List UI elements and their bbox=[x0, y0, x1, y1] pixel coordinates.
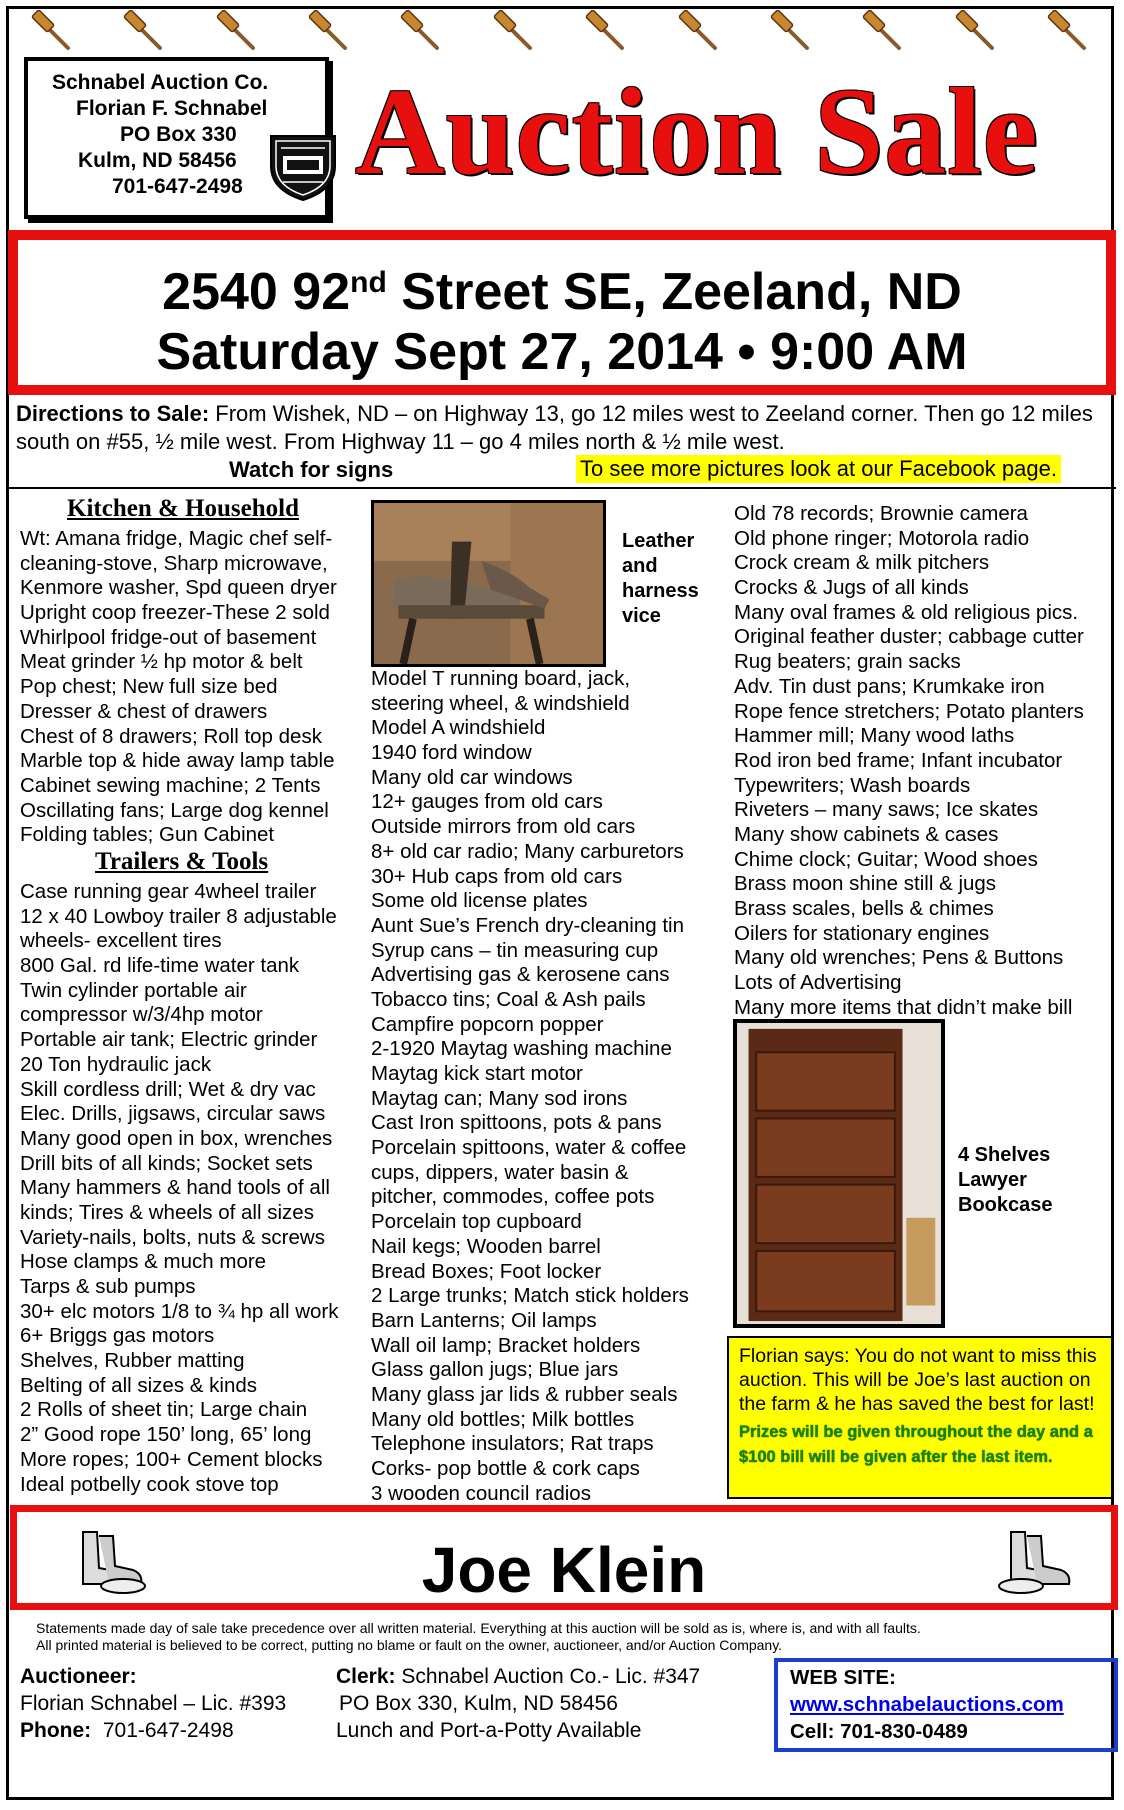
list-item: kinds; Tires & wheels of all sizes bbox=[20, 1200, 314, 1224]
watch-for-signs: Watch for signs bbox=[229, 457, 394, 482]
auctioneer-phone: 701-647-2498 bbox=[102, 1719, 234, 1742]
disclaimer: Statements made day of sale take precedence over all written material. Everything at this auction will be sold as is, where is, and with all faults. All printed material is believed to be correct, putting no blame or fault on the owner, auctioneer, and/or Auction Company. bbox=[36, 1620, 921, 1653]
list-item: 12 x 40 Lowboy trailer 8 adjustable bbox=[20, 904, 337, 928]
list-item: Aunt Sue’s French dry-cleaning tin bbox=[371, 913, 684, 937]
company-phone: 701-647-2498 bbox=[112, 175, 243, 198]
company-city: Kulm, ND 58456 bbox=[78, 149, 237, 172]
list-item: pitcher, commodes, coffee pots bbox=[371, 1185, 655, 1209]
company-owner: Florian F. Schnabel bbox=[76, 97, 268, 120]
list-item: 6+ Briggs gas motors bbox=[20, 1324, 215, 1348]
list-item: Rug beaters; grain sacks bbox=[734, 650, 961, 674]
list-item: Whirlpool fridge-out of basement bbox=[20, 625, 317, 649]
gavel-icon bbox=[122, 10, 166, 54]
list-item: cleaning-stove, Sharp microwave, bbox=[20, 551, 328, 575]
gavel-icon bbox=[307, 10, 351, 54]
list-item: Chest of 8 drawers; Roll top desk bbox=[20, 724, 322, 748]
list-item: Hose clamps & much more bbox=[20, 1250, 267, 1274]
cell-phone: Cell: 701-830-0489 bbox=[790, 1720, 968, 1743]
list-item: 3 wooden council radios bbox=[371, 1481, 591, 1505]
clerk-label: Clerk: bbox=[336, 1665, 396, 1688]
list-item: 8+ old car radio; Many carburetors bbox=[371, 839, 684, 863]
clerk-block bbox=[336, 1663, 700, 1744]
phone-label: Phone: bbox=[20, 1719, 92, 1742]
bookcase-photo bbox=[733, 1019, 945, 1328]
seller-name: Joe Klein bbox=[421, 1534, 707, 1606]
kitchen-list bbox=[20, 527, 337, 848]
list-item: Porcelain top cupboard bbox=[371, 1210, 582, 1234]
list-item: Kenmore washer, Spd queen dryer bbox=[20, 576, 337, 600]
list-item: Brass moon shine still & jugs bbox=[734, 872, 997, 896]
address-date-box bbox=[8, 230, 1116, 395]
list-item: Lots of Advertising bbox=[734, 971, 902, 995]
list-item: 2 Large trunks; Match stick holders bbox=[371, 1284, 689, 1308]
list-item: Many show cabinets & cases bbox=[734, 822, 999, 846]
prizes-text: Prizes will be given throughout the day and a $100 bill will be given after the last item. bbox=[739, 1423, 1093, 1466]
gavel-icon bbox=[677, 10, 721, 54]
cowboy-boots-right-icon bbox=[997, 1528, 1075, 1596]
list-item: Wt: Amana fridge, Magic chef self- bbox=[20, 527, 333, 550]
list-item: Some old license plates bbox=[371, 889, 588, 913]
clerk-address: PO Box 330, Kulm, ND 58456 bbox=[339, 1692, 618, 1715]
vice-caption: Leather and harness vice bbox=[622, 530, 699, 627]
auction-sale-title: Auction Sale bbox=[355, 63, 1039, 200]
list-item: Tobacco tins; Coal & Ash pails bbox=[371, 987, 646, 1011]
list-item: Advertising gas & kerosene cans bbox=[371, 963, 670, 987]
middle-list bbox=[371, 667, 689, 1506]
list-item: Skill cordless drill; Wet & dry vac bbox=[20, 1077, 316, 1101]
list-item: 800 Gal. rd life-time water tank bbox=[20, 954, 300, 978]
list-item: Old phone ringer; Motorola radio bbox=[734, 526, 1030, 550]
list-item: Rope fence stretchers; Potato planters bbox=[734, 699, 1084, 723]
list-item: wheels- excellent tires bbox=[20, 929, 222, 953]
list-item: Belting of all sizes & kinds bbox=[20, 1373, 258, 1397]
lunch-note: Lunch and Port-a-Potty Available bbox=[336, 1719, 642, 1742]
trailers-list bbox=[20, 880, 338, 1497]
list-item: More ropes; 100+ Cement blocks bbox=[20, 1447, 323, 1471]
list-item: Folding tables; Gun Cabinet bbox=[20, 823, 275, 847]
list-item: steering wheel, & windshield bbox=[371, 691, 630, 715]
florian-says-box bbox=[727, 1336, 1113, 1499]
right-list bbox=[734, 502, 1084, 1020]
list-item: Telephone insulators; Rat traps bbox=[371, 1432, 654, 1456]
list-item: Cast Iron spittoons, pots & pans bbox=[371, 1111, 662, 1135]
list-item: Meat grinder ½ hp motor & belt bbox=[20, 650, 303, 674]
gavel-icon bbox=[215, 10, 259, 54]
list-item: Outside mirrors from old cars bbox=[371, 815, 636, 839]
sale-address: 2540 92nd Street SE, Zeeland, ND bbox=[162, 263, 962, 321]
list-item: Many more items that didn’t make bill bbox=[734, 995, 1073, 1019]
list-item: Upright coop freezer-These 2 sold bbox=[20, 601, 330, 625]
company-po-box: PO Box 330 bbox=[120, 123, 237, 146]
list-item: Portable air tank; Electric grinder bbox=[20, 1028, 318, 1052]
gavel-icon bbox=[954, 10, 998, 54]
list-item: Campfire popcorn popper bbox=[371, 1012, 604, 1036]
list-item: Marble top & hide away lamp table bbox=[20, 749, 335, 773]
gavel-icon bbox=[584, 10, 628, 54]
list-item: Typewriters; Wash boards bbox=[734, 773, 971, 797]
list-item: Rod iron bed frame; Infant incubator bbox=[734, 748, 1063, 772]
trailers-heading: Trailers & Tools bbox=[95, 848, 269, 875]
list-item: Many old wrenches; Pens & Buttons bbox=[734, 946, 1064, 970]
list-item: Many glass jar lids & rubber seals bbox=[371, 1382, 678, 1406]
list-item: Maytag can; Many sod irons bbox=[371, 1086, 628, 1110]
auctioneer-name: Florian Schnabel – Lic. #393 bbox=[20, 1692, 287, 1715]
kitchen-heading: Kitchen & Household bbox=[67, 495, 299, 522]
list-item: Brass scales, bells & chimes bbox=[734, 897, 994, 920]
company-name: Schnabel Auction Co. bbox=[52, 71, 269, 94]
gavel-icon bbox=[30, 10, 74, 54]
bookcase-caption: 4 Shelves Lawyer Bookcase bbox=[958, 1144, 1053, 1216]
list-item: Dresser & chest of drawers bbox=[20, 699, 268, 723]
website-link[interactable]: www.schnabelauctions.com bbox=[790, 1693, 1064, 1716]
list-item: Many old car windows bbox=[371, 765, 573, 789]
list-item: Chime clock; Guitar; Wood shoes bbox=[734, 847, 1038, 871]
list-item: 30+ Hub caps from old cars bbox=[371, 864, 623, 888]
list-item: 1940 ford window bbox=[371, 741, 532, 765]
list-item: Bread Boxes; Foot locker bbox=[371, 1259, 602, 1283]
list-item: Case running gear 4wheel trailer bbox=[20, 880, 317, 903]
list-item: Drill bits of all kinds; Socket sets bbox=[20, 1151, 313, 1175]
clerk-name: Schnabel Auction Co.- Lic. #347 bbox=[401, 1665, 701, 1688]
list-item: Many hammers & hand tools of all bbox=[20, 1176, 330, 1200]
directions-label: Directions to Sale: bbox=[16, 401, 210, 426]
list-item: Old 78 records; Brownie camera bbox=[734, 502, 1028, 525]
list-item: Oscillating fans; Large dog kennel bbox=[20, 798, 329, 822]
list-item: Maytag kick start motor bbox=[371, 1062, 583, 1085]
ndaa-association-badge-icon bbox=[265, 126, 341, 202]
list-item: 12+ gauges from old cars bbox=[371, 790, 603, 814]
list-item: Many old bottles; Milk bottles bbox=[371, 1407, 635, 1431]
list-item: Original feather duster; cabbage cutter bbox=[734, 625, 1084, 649]
list-item: cups, dippers, water basin & bbox=[371, 1160, 629, 1184]
directions-text: From Wishek, ND – on Highway 13, go 12 miles west to Zeeland corner. Then go 12 miles south on #55, ½ mile west. From Highway 11 – go 4 miles north & ½ mile west. bbox=[16, 401, 1093, 454]
list-item: Pop chest; New full size bed bbox=[20, 675, 278, 699]
website-box bbox=[774, 1658, 1118, 1752]
auctioneer-block bbox=[20, 1663, 286, 1744]
list-item: 2-1920 Maytag washing machine bbox=[371, 1037, 672, 1061]
list-item: Riveters – many saws; Ice skates bbox=[734, 798, 1039, 822]
list-item: 30+ elc motors 1/8 to ¾ hp all work bbox=[20, 1299, 339, 1323]
list-item: Wall oil lamp; Bracket holders bbox=[371, 1333, 641, 1357]
list-item: Variety-nails, bolts, nuts & screws bbox=[20, 1225, 325, 1249]
list-item: compressor w/3/4hp motor bbox=[20, 1003, 263, 1027]
list-item: Elec. Drills, jigsaws, circular saws bbox=[20, 1102, 326, 1126]
divider bbox=[9, 487, 1116, 489]
gavel-icon bbox=[861, 10, 905, 54]
gavel-row bbox=[30, 10, 1090, 56]
list-item: Hammer mill; Many wood laths bbox=[734, 724, 1015, 748]
list-item: Shelves, Rubber matting bbox=[20, 1349, 245, 1373]
list-item: Many good open in box, wrenches bbox=[20, 1126, 333, 1150]
list-item: Crock cream & milk pitchers bbox=[734, 551, 990, 575]
list-item: Many oval frames & old religious pics. bbox=[734, 600, 1079, 624]
list-item: Adv. Tin dust pans; Krumkake iron bbox=[734, 674, 1045, 698]
auctioneer-label: Auctioneer: bbox=[20, 1665, 137, 1688]
facebook-note: To see more pictures look at our Facebook page. bbox=[576, 455, 1061, 483]
florian-says-text: Florian says: You do not want to miss this auction. This will be Joe’s last auction on the farm & he has saved the best for last! bbox=[739, 1345, 1097, 1415]
list-item: Crocks & Jugs of all kinds bbox=[734, 576, 969, 600]
list-item: Model A windshield bbox=[371, 716, 546, 740]
list-item: 2” Good rope 150’ long, 65’ long bbox=[20, 1423, 312, 1447]
list-item: Nail kegs; Wooden barrel bbox=[371, 1234, 601, 1258]
list-item: Oilers for stationary engines bbox=[734, 921, 990, 945]
list-item: Barn Lanterns; Oil lamps bbox=[371, 1308, 597, 1332]
gavel-icon bbox=[769, 10, 813, 54]
sale-date: Saturday Sept 27, 2014 • 9:00 AM bbox=[156, 323, 968, 381]
gavel-icon bbox=[1046, 10, 1090, 54]
harness-vice-photo bbox=[371, 500, 606, 667]
list-item: Model T running board, jack, bbox=[371, 667, 631, 690]
list-item: Twin cylinder portable air bbox=[20, 978, 247, 1002]
directions-paragraph bbox=[16, 400, 1111, 456]
list-item: Porcelain spittoons, water & coffee bbox=[371, 1136, 687, 1160]
gavel-icon bbox=[492, 10, 536, 54]
list-item: Syrup cans – tin measuring cup bbox=[371, 938, 659, 962]
list-item: 20 Ton hydraulic jack bbox=[20, 1052, 212, 1076]
seller-name-box bbox=[10, 1505, 1118, 1610]
list-item: Corks- pop bottle & cork caps bbox=[371, 1457, 640, 1480]
gavel-icon bbox=[399, 10, 443, 54]
list-item: Glass gallon jugs; Blue jars bbox=[371, 1358, 619, 1382]
list-item: Cabinet sewing machine; 2 Tents bbox=[20, 773, 321, 797]
website-label: WEB SITE: bbox=[790, 1666, 896, 1689]
list-item: 2 Rolls of sheet tin; Large chain bbox=[20, 1398, 308, 1422]
list-item: Ideal potbelly cook stove top bbox=[20, 1472, 279, 1496]
list-item: Tarps & sub pumps bbox=[20, 1275, 196, 1298]
